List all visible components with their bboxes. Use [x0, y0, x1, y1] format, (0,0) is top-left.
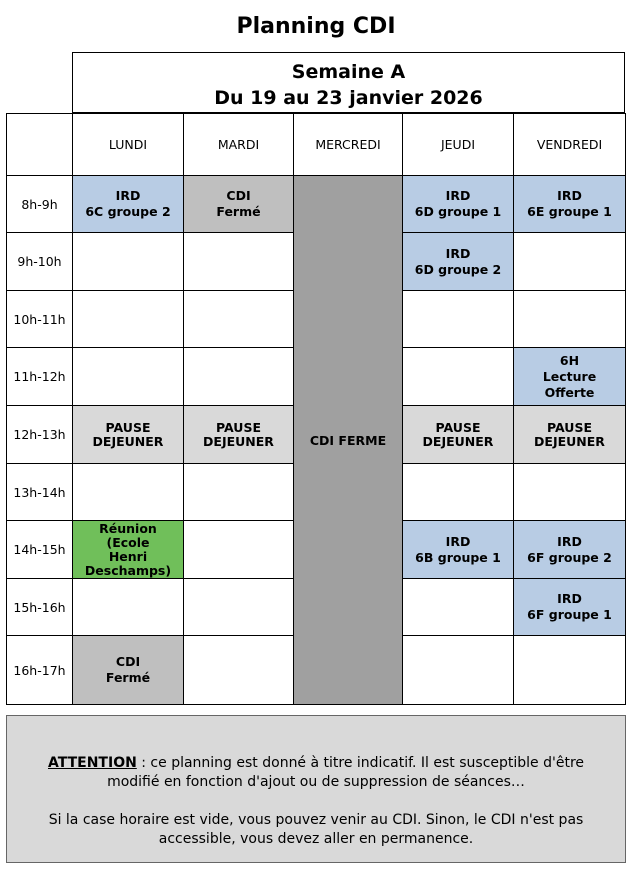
- slot-jeudi-15h: [403, 579, 514, 636]
- slot-line: IRD: [445, 188, 471, 203]
- slot-jeudi-9h: [403, 233, 514, 291]
- day-header-mercredi: MERCREDI: [294, 114, 403, 176]
- day-header-lundi: LUNDI: [73, 114, 184, 176]
- slot-line: DEJEUNER: [422, 433, 494, 449]
- slot-line: IRD: [115, 188, 141, 203]
- slot-vendredi-14h: [514, 521, 626, 579]
- slot-line: PAUSE: [216, 419, 261, 435]
- slot-mercredi-closed: CDI FERME: [294, 176, 403, 705]
- hour-label: 9h-10h: [7, 233, 73, 291]
- slot-line: 6C groupe 2: [85, 204, 171, 219]
- slot-lundi-15h: [73, 579, 184, 636]
- slot-jeudi-16h: [403, 636, 514, 705]
- day-header-jeudi: JEUDI: [403, 114, 514, 176]
- slot-line: IRD: [445, 533, 471, 549]
- slot-vendredi-11h: [514, 348, 626, 406]
- slot-line: DEJEUNER: [92, 433, 164, 449]
- slot-mardi-11h: [184, 348, 294, 406]
- slot-jeudi-10h: [403, 291, 514, 348]
- slot-lundi-13h: [73, 464, 184, 521]
- attention-text: : ce planning est donné à titre indicatif. Il est susceptible d'être modifié en fonction d'ajout ou de suppression de séances…: [107, 755, 585, 790]
- slot-lundi-14h: [73, 521, 184, 579]
- slot-line: DEJEUNER: [203, 433, 274, 449]
- hour-label: 12h-13h: [7, 406, 73, 464]
- slot-line: 6F groupe 1: [527, 607, 612, 622]
- hour-label: 10h-11h: [7, 291, 73, 348]
- slot-mardi-9h: [184, 233, 294, 291]
- slot-line: IRD: [557, 533, 582, 549]
- schedule-table: [6, 113, 626, 705]
- slot-vendredi-16h: [514, 636, 626, 705]
- slot-line: Fermé: [105, 670, 151, 685]
- slot-line: Lecture: [542, 368, 597, 384]
- slot-line: IRD: [557, 591, 582, 606]
- slot-lundi-8h: [73, 176, 184, 233]
- slot-jeudi-13h: [403, 464, 514, 521]
- hour-label: 11h-12h: [7, 348, 73, 406]
- slot-line: Deschamps): [84, 562, 172, 578]
- notice-box: [6, 715, 626, 863]
- slot-mardi-16h: [184, 636, 294, 705]
- slot-mardi-14h: [184, 521, 294, 579]
- slot-line: 6D groupe 2: [414, 261, 502, 277]
- slot-lundi-9h: [73, 233, 184, 291]
- slot-mardi-15h: [184, 579, 294, 636]
- info-paragraph: Si la case horaire est vide, vous pouvez venir au CDI. Sinon, le CDI n'est pas accessible, vous devez aller en permanence.: [48, 812, 584, 847]
- slot-line: PAUSE: [105, 419, 151, 435]
- slot-jeudi-8h: [403, 176, 514, 233]
- slot-line: Henri: [108, 548, 148, 564]
- attention-paragraph: [21, 754, 611, 792]
- slot-line: PAUSE: [547, 419, 592, 435]
- slot-line: IRD: [557, 188, 582, 203]
- slot-mardi-13h: [184, 464, 294, 521]
- slot-jeudi-14h: [403, 521, 514, 579]
- slot-line: CDI: [226, 188, 251, 203]
- slot-mardi-pause: [184, 406, 294, 464]
- slot-line: DEJEUNER: [534, 433, 605, 449]
- slot-line: 6B groupe 1: [415, 549, 501, 565]
- slot-line: PAUSE: [435, 419, 481, 435]
- week-header: [72, 52, 625, 113]
- slot-line: CDI: [115, 654, 141, 669]
- slot-line: 6D groupe 1: [414, 204, 502, 219]
- hour-label: 16h-17h: [7, 636, 73, 705]
- hour-label: 8h-9h: [7, 176, 73, 233]
- slot-line: Fermé: [216, 204, 261, 219]
- page-title: Planning CDI: [236, 14, 396, 39]
- slot-jeudi-11h: [403, 348, 514, 406]
- slot-vendredi-13h: [514, 464, 626, 521]
- slot-mardi-8h: [184, 176, 294, 233]
- slot-lundi-16h: [73, 636, 184, 705]
- hour-header-cell: [7, 114, 73, 176]
- attention-label: ATTENTION: [47, 755, 137, 771]
- week-dates: Du 19 au 23 janvier 2026: [214, 87, 483, 109]
- slot-line: 6H: [559, 352, 580, 368]
- slot-vendredi-15h: [514, 579, 626, 636]
- day-header-mardi: MARDI: [184, 114, 294, 176]
- slot-line: Offerte: [544, 384, 595, 400]
- hour-label: 13h-14h: [7, 464, 73, 521]
- slot-lundi-10h: [73, 291, 184, 348]
- slot-line: 6F groupe 2: [527, 549, 612, 565]
- slot-mardi-10h: [184, 291, 294, 348]
- slot-jeudi-pause: [403, 406, 514, 464]
- slot-vendredi-9h: [514, 233, 626, 291]
- slot-vendredi-8h: [514, 176, 626, 233]
- slot-vendredi-pause: [514, 406, 626, 464]
- slot-line: IRD: [445, 245, 471, 261]
- slot-line: (Ecole: [106, 534, 150, 550]
- slot-lundi-11h: [73, 348, 184, 406]
- slot-line: 6E groupe 1: [527, 204, 612, 219]
- day-header-vendredi: VENDREDI: [514, 114, 626, 176]
- slot-lundi-pause: [73, 406, 184, 464]
- slot-line: Réunion: [99, 520, 157, 536]
- hour-label: 14h-15h: [7, 521, 73, 579]
- hour-label: 15h-16h: [7, 579, 73, 636]
- week-name: Semaine A: [291, 61, 406, 83]
- slot-vendredi-10h: [514, 291, 626, 348]
